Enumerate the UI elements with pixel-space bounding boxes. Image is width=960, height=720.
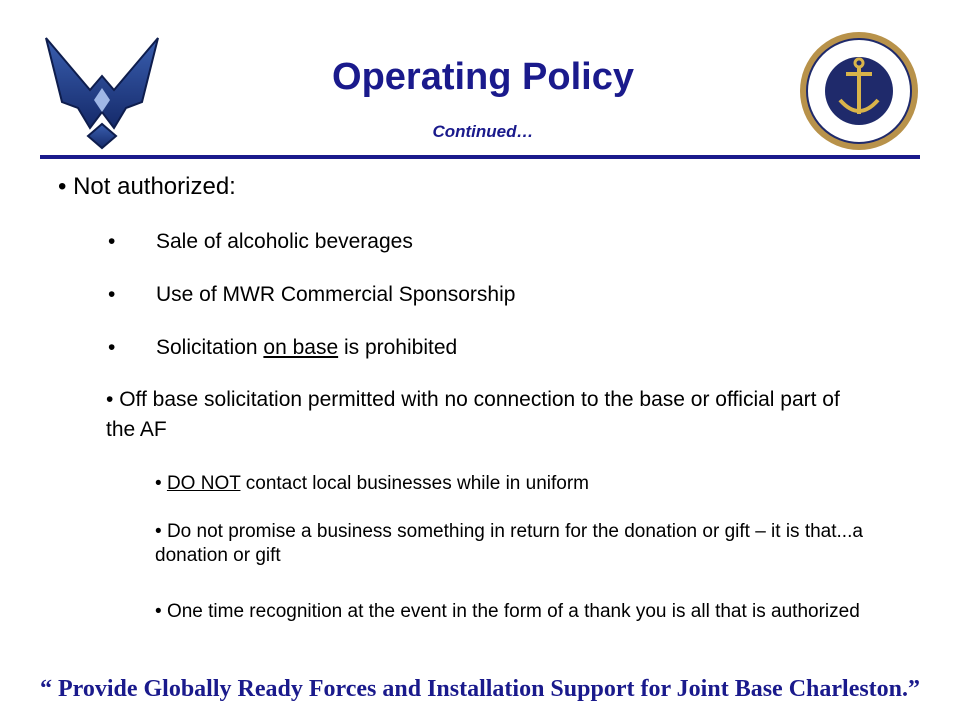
footer-motto: “ Provide Globally Ready Forces and Installation Support for Joint Base Charleston.”	[39, 676, 921, 702]
list-item-off-base: • Off base solicitation permitted with no connection to the base or official part of the AF	[106, 388, 840, 441]
heading-not-authorized: • Not authorized:	[58, 173, 236, 200]
sub-item-contact: • DO NOT contact local businesses while in uniform	[155, 473, 589, 494]
page-title: Operating Policy	[332, 56, 634, 98]
page-subtitle: Continued…	[432, 122, 534, 141]
header-divider	[40, 155, 920, 159]
sub-item-promise: • Do not promise a business something in return for the donation or gift – it is that...a donation or gift	[155, 521, 863, 566]
sub-item-recognition: • One time recognition at the event in the form of a thank you is all that is authorized	[155, 601, 860, 622]
